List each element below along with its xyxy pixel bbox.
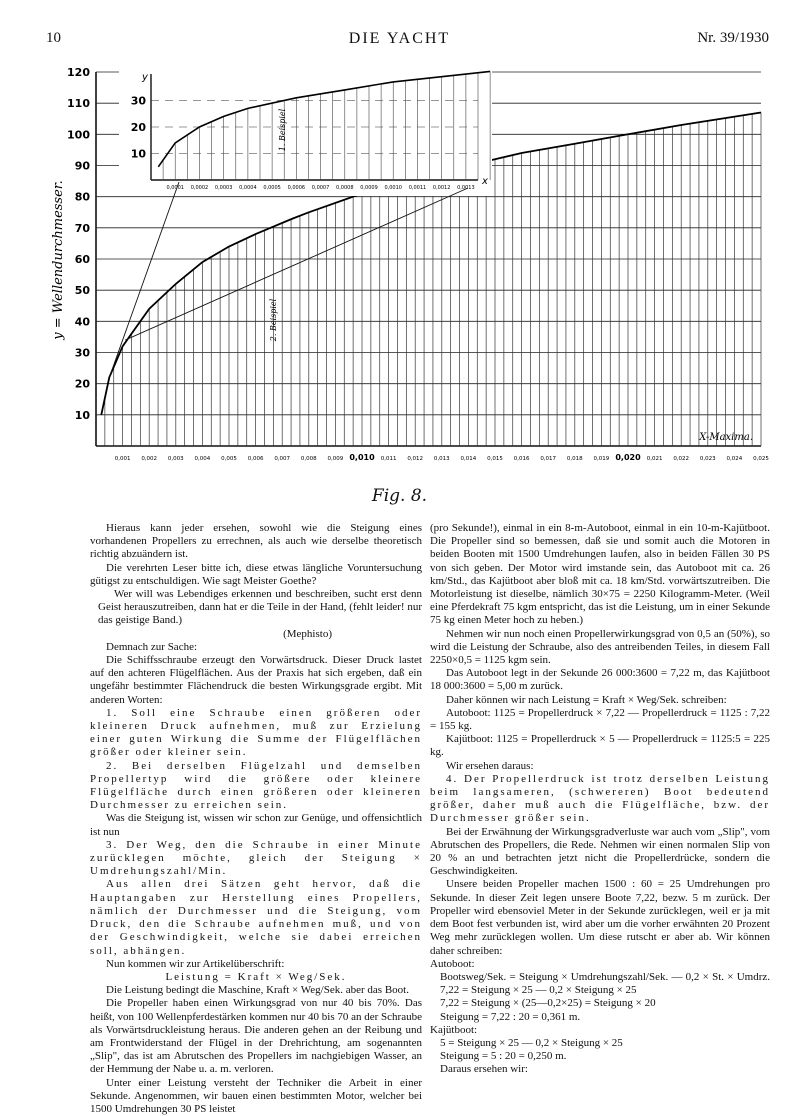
- x-tick-label: 0,002: [141, 456, 158, 462]
- inset-x-tick-label: 0,0011: [408, 185, 427, 191]
- paragraph: Die Leistung bedingt die Maschine, Kraft × Weg/Sek. aber das Boot.: [106, 984, 409, 997]
- paragraph: Unsere beiden Propeller machen 1500 : 60 = 25 Umdrehungen pro Sekunde. In dieser Zeit legen unsere Boote 7,22, bezw. 5 m zurück. Der Propeller wird ebensoviel Meter in der Sekunde zurücklegen, weil er ja mit dem Boot fest verbunden ist, wird aber um die vorher erwähnten 20 Prozent Weg mehr zurücklegen wollen. Um diese rutscht er aber ab. Wir können daher schreiben:: [430, 878, 770, 957]
- inset-x-tick-label: 0,0012: [432, 185, 451, 191]
- inset-y-tick-label: 30: [130, 94, 146, 108]
- formula: Leistung = Kraft × Weg/Sek.: [165, 970, 347, 983]
- inset-x-tick-label: 0,0010: [384, 185, 402, 191]
- connector-line: [109, 182, 179, 377]
- connector-line: [125, 188, 468, 340]
- inset-x-tick-label: 0,0001: [166, 185, 184, 191]
- shaft-diameter-chart: [48, 60, 778, 485]
- calc-line: 5 = Steigung × 25 — 0,2 × Steigung × 25: [440, 1036, 623, 1049]
- text-column-left: [90, 522, 422, 1116]
- y-tick-label: 50: [74, 284, 90, 298]
- inset-y-symbol: y: [142, 72, 148, 83]
- figure-caption: Fig. 8.: [371, 486, 428, 506]
- inset-y-tick-label: 10: [130, 147, 146, 161]
- paragraph: Die Propeller haben einen Wirkungsgrad von nur 40 bis 70%. Das heißt, von 100 Wellenpferdestärken kommen nur 40 bis 70 an der Schraube als Vorwärtsdruckleistung heraus. Die anderen gehen an der Reibung und am Frontwiderstand der Flügel in der Drehrichtung, am sogenannten „Slip", das ist am Abrutschen des Propellers im nachgiebigen Wasser, an der Hemmung der Nabe u. a. m. verloren.: [90, 997, 422, 1076]
- inset-x-tick-label: 0,0013: [457, 185, 475, 191]
- x-tick-label: 0,014: [460, 456, 477, 462]
- paragraph: Das Autoboot legt in der Sekunde 26 000:3600 = 7,22 m, das Kajütboot 18 000:3600 = 5,00 m zurück.: [430, 667, 770, 693]
- x-tick-label: 0,016: [513, 456, 530, 462]
- x-tick-label: 0,023: [699, 456, 716, 462]
- paragraph: Unter einer Leistung versteht der Techniker die Arbeit in einer Sekunde. Angenommen, wir bauen einen bestimmten Motor, welcher bei 1500 Umdrehungen 30 PS leistet: [90, 1076, 422, 1115]
- inset-annotation: 1. Beispiel: [278, 108, 287, 152]
- inset-x-tick-label: 0,0002: [190, 185, 209, 191]
- x-tick-label: 0,017: [540, 456, 557, 462]
- rule-3: 3. Der Weg, den die Schraube in einer Minute zurücklegen möchte, gleich der Steigung × Umdrehungszahl/Min.: [90, 838, 422, 878]
- x-tick-label: 0,022: [673, 456, 690, 462]
- y-tick-label: 100: [67, 128, 90, 142]
- calc-line: Steigung = 7,22 : 20 = 0,361 m.: [440, 1010, 581, 1023]
- x-tick-label: 0,003: [167, 456, 184, 462]
- y-tick-label: 110: [67, 97, 90, 111]
- x-tick-label: 0,018: [566, 456, 583, 462]
- calc-line: Bootsweg/Sek. = Steigung × Umdrehungszahl/Sek. — 0,2 × St. × Umdrz. 7,22 = Steigung × 25 — 0,2 × Steigung × 25: [440, 970, 770, 997]
- x-tick-label: 0,024: [726, 456, 743, 462]
- paragraph: Hieraus kann jeder ersehen, sowohl wie die Steigung eines vorhandenen Propellers zu errechnen, als auch wie derselbe theoretisch richtig abzuändern ist.: [90, 522, 422, 561]
- calc-line: 7,22 = Steigung × (25—0,2×25) = Steigung × 20: [440, 997, 656, 1010]
- inset-x-tick-label: 0,0004: [239, 185, 257, 191]
- x-tick-label: 0,008: [300, 456, 317, 462]
- y-tick-label: 20: [74, 377, 90, 391]
- inset-x-tick-label: 0,0003: [214, 185, 233, 191]
- paragraph: Demnach zur Sache:: [106, 640, 198, 653]
- x-tick-label: 0,019: [593, 456, 610, 462]
- rule-4: 4. Der Propellerdruck ist trotz derselben Leistung beim langsameren, (schwereren) Boot bedeutend größer, daher muß auch die Flügelfläche, bzw. der Durchmesser größer sein.: [430, 772, 770, 825]
- paragraph: Bei der Erwähnung der Wirkungsgradverluste war auch vom „Slip", vom Abrutschen des Propellers, die Rede. Nehmen wir einen normalen Slip von 20 % an und betrachten jetzt nicht die Propellerdrücke, sondern die Geschwindigkeiten.: [430, 825, 770, 878]
- paragraph: Nun kommen wir zur Artikelüberschrift:: [106, 957, 285, 970]
- calc-line: Steigung = 5 : 20 = 0,250 m.: [440, 1050, 567, 1063]
- y-tick-label: 70: [74, 221, 90, 235]
- paragraph: Nehmen wir nun noch einen Propellerwirkungsgrad von 0,5 an (50%), so wird die Leistung der Schraube, also des antreibenden Teiles, in diesem Fall 2250×0,5 = 1125 kgm sein.: [430, 627, 770, 667]
- x-tick-label: 0,006: [247, 456, 264, 462]
- x-tick-label: 0,011: [380, 456, 397, 462]
- paragraph: Aus allen drei Sätzen geht hervor, daß die Hauptangaben zur Herstellung eines Propellers, nämlich der Durchmesser und die Steigung, vom Druck, den die Schraube aufnehmen muß, und von der Geschwindigkeit, welche sie dabei erreichen soll, abhängen.: [90, 878, 422, 957]
- calc-line: Daraus ersehen wir:: [440, 1063, 528, 1076]
- x-tick-label: 0,012: [407, 456, 424, 462]
- x-tick-label: 0,015: [487, 456, 503, 462]
- paragraph: Wir ersehen daraus:: [446, 759, 534, 772]
- paragraph: (pro Sekunde!), einmal in ein 8-m-Autoboot, einmal in ein 10-m-Kajütboot. Die Propeller sind so bemessen, daß sie und somit auch die Motoren in beiden Booten mit 1500 Umdrehungen laufen, also in beiden Fällen 30 PS von sich geben. Der Motor wird imstande sein, das Autoboot mit ca. 26 km/Std., das Kajütboot aber bloß mit ca. 18 km/Std. vorwärtszutreiben. Die Motorleistung ist dieselbe, nämlich 30×75 = 2250 Kilogramm-Meter. (Weil eine Pferdekraft 75 kgm entspricht, das ist die Leistung, um in einer Sekunde 75 kg einen Meter hoch zu heben.): [430, 522, 770, 627]
- label-autoboot: Autoboot:: [430, 957, 475, 970]
- x-tick-label: 0,021: [646, 456, 663, 462]
- issue-number: Nr. 39/1930: [697, 30, 769, 46]
- y-tick-label: 10: [74, 408, 90, 422]
- inset-x-tick-label: 0,0005: [263, 185, 281, 191]
- x-tick-label: 0,005: [221, 456, 237, 462]
- text-column-right: [430, 522, 770, 1077]
- x-tick-label: 0,025: [753, 456, 769, 462]
- paragraph: Was die Steigung ist, wissen wir schon zur Genüge, und offensichtlich ist nun: [90, 812, 422, 838]
- x-tick-label: 0,009: [327, 456, 344, 462]
- inset-x-symbol: x: [482, 176, 488, 187]
- inset-x-tick-label: 0,0006: [287, 185, 306, 191]
- inset-x-tick-label: 0,0009: [360, 185, 378, 191]
- quote: Wer will was Lebendiges erkennen und beschreiben, sucht erst denn Geist herauszutreiben, dann hat er die Teile in der Hand, (fehlt leider! nur das geistige Band.): [98, 588, 422, 627]
- paragraph: Die Schiffsschraube erzeugt den Vorwärtsdruck. Dieser Druck lastet auf den achteren Flügelflächen. Aus der Praxis hat sich ergeben, daß ein ungefähr bestimmter Flächendruck die besten Wirkungsgrade ergibt. Mit anderen Worten:: [90, 654, 422, 706]
- inset-x-tick-label: 0,0007: [311, 185, 330, 191]
- x-tick-label: 0,013: [433, 456, 450, 462]
- x-tick-label: 0,020: [615, 453, 641, 462]
- y-tick-label: 30: [74, 346, 90, 360]
- paragraph: Die verehrten Leser bitte ich, diese etwas längliche Voruntersuchung gütigst zu entschuldigen. Wie sagt Meister Goethe?: [90, 561, 422, 587]
- page-number: 10: [46, 30, 61, 46]
- x-tick-label: 0,007: [274, 456, 291, 462]
- y-axis-label: y = Wellendurchmesser.: [51, 180, 66, 340]
- y-tick-label: 120: [67, 66, 90, 79]
- inset-y-tick-label: 20: [130, 121, 146, 134]
- y-tick-label: 90: [74, 159, 90, 173]
- journal-title: DIE YACHT: [348, 30, 451, 47]
- quote-source: (Mephisto): [283, 627, 332, 640]
- rule-2: 2. Bei derselben Flügelzahl und demselben Propellertyp wird die größere oder kleinere Flügelfläche durch einen größeren oder kleineren Durchmesser zu erreichen sein.: [90, 759, 422, 812]
- x-axis-marker: X-Maxima.: [699, 432, 753, 443]
- y-tick-label: 80: [74, 190, 90, 204]
- page-header: [0, 30, 799, 54]
- calc-line: Kajütboot: 1125 = Propellerdruck × 5 — Propellerdruck = 1125:5 = 225 kg.: [430, 733, 770, 759]
- y-tick-label: 60: [74, 253, 90, 266]
- x-tick-label: 0,001: [114, 456, 131, 462]
- x-tick-label: 0,004: [194, 456, 211, 462]
- calc-line: Autoboot: 1125 = Propellerdruck × 7,22 — Propellerdruck = 1125 : 7,22 = 155 kg.: [430, 706, 770, 733]
- annotation-beispiel-2: 2. Beispiel: [269, 298, 278, 342]
- y-tick-label: 40: [74, 315, 90, 329]
- x-tick-label: 0,010: [349, 453, 375, 462]
- label-kajuetboot: Kajütboot:: [430, 1023, 478, 1036]
- paragraph: Daher können wir nach Leistung = Kraft × Weg/Sek. schreiben:: [446, 693, 727, 706]
- rule-1: 1. Soll eine Schraube einen größeren oder kleineren Druck aufnehmen, muß zur Erzielung einer guten Wirkung die Summe der Flügelflächen größer oder kleiner sein.: [90, 706, 422, 759]
- inset-x-tick-label: 0,0008: [336, 185, 354, 191]
